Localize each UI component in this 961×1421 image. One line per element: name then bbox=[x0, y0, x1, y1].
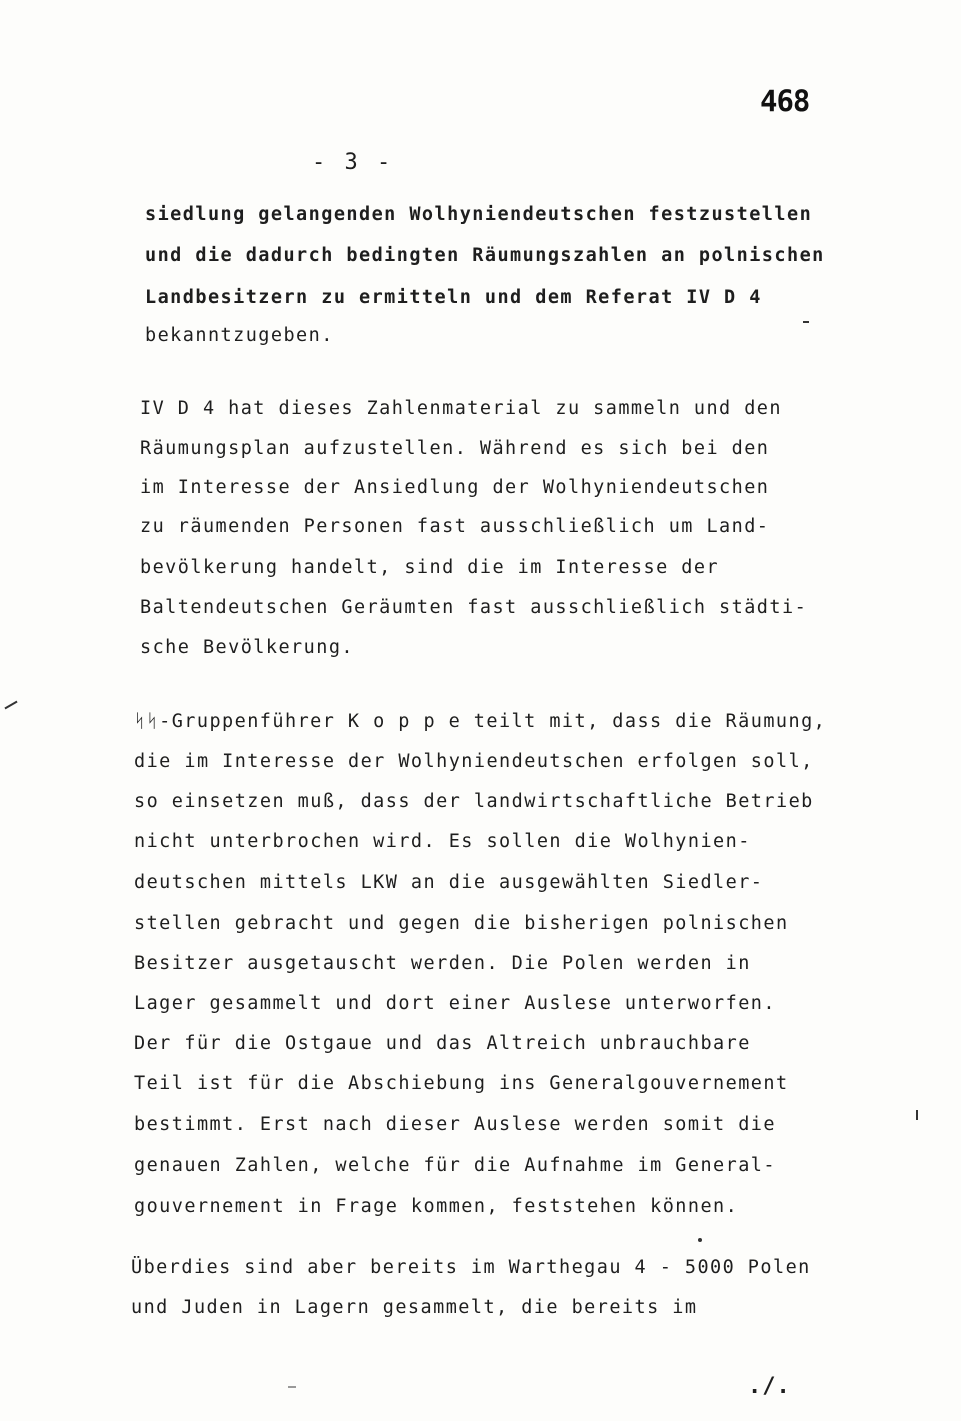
text-line: und Juden in Lagern gesammelt, die bereits im bbox=[131, 1297, 698, 1318]
text-line: genauen Zahlen, welche für die Aufnahme im General- bbox=[134, 1155, 776, 1176]
text-line: Überdies sind aber bereits im Warthegau 4 - 5000 Polen bbox=[131, 1257, 811, 1278]
text-line: sche Bevölkerung. bbox=[140, 637, 354, 658]
scan-mark bbox=[4, 701, 17, 710]
text-line: deutschen mittels LKW an die ausgewählten Siedler- bbox=[134, 872, 764, 893]
page-number: 468 bbox=[760, 84, 810, 118]
text-line: im Interesse der Ansiedlung der Wolhyniendeutschen bbox=[140, 477, 770, 498]
text-line: Landbesitzern zu ermitteln und dem Referat IV D 4 bbox=[145, 287, 762, 308]
text-line: IV D 4 hat dieses Zahlenmaterial zu sammeln und den bbox=[140, 398, 782, 419]
text-line: gouvernement in Frage kommen, feststehen können. bbox=[134, 1196, 739, 1217]
text-line: Teil ist für die Abschiebung ins Generalgouvernement bbox=[134, 1073, 789, 1094]
text-line: bekanntzugeben. bbox=[145, 325, 334, 346]
text-line: ᛋᛋ-Gruppenführer K o p p e teilt mit, dass die Räumung, bbox=[134, 711, 827, 732]
text-line: und die dadurch bedingten Räumungszahlen an polnischen bbox=[145, 245, 825, 266]
text-line: stellen gebracht und gegen die bisherigen polnischen bbox=[134, 913, 789, 934]
continuation-mark: ./. bbox=[748, 1374, 791, 1399]
scan-mark bbox=[698, 1238, 702, 1242]
text-line: nicht unterbrochen wird. Es sollen die Wolhynien- bbox=[134, 831, 751, 852]
text-line: bestimmt. Erst nach dieser Auslese werden somit die bbox=[134, 1114, 776, 1135]
text-line: die im Interesse der Wolhyniendeutschen erfolgen soll, bbox=[134, 751, 814, 772]
page-marker: - 3 - bbox=[312, 150, 394, 175]
scan-mark bbox=[803, 321, 809, 323]
text-line: Räumungsplan aufzustellen. Während es sich bei den bbox=[140, 438, 770, 459]
scan-mark bbox=[288, 1386, 296, 1388]
text-line: Besitzer ausgetauscht werden. Die Polen werden in bbox=[134, 953, 751, 974]
text-line: siedlung gelangenden Wolhyniendeutschen festzustellen bbox=[145, 204, 813, 225]
scan-mark bbox=[916, 1110, 918, 1120]
text-line: Baltendeutschen Geräumten fast ausschließlich städti- bbox=[140, 597, 808, 618]
text-line: so einsetzen muß, dass der landwirtschaftliche Betrieb bbox=[134, 791, 814, 812]
text-line: bevölkerung handelt, sind die im Interesse der bbox=[140, 557, 720, 578]
text-line: Der für die Ostgaue und das Altreich unbrauchbare bbox=[134, 1033, 751, 1054]
text-line: Lager gesammelt und dort einer Auslese unterworfen. bbox=[134, 993, 776, 1014]
text-line: zu räumenden Personen fast ausschließlich um Land- bbox=[140, 516, 770, 537]
